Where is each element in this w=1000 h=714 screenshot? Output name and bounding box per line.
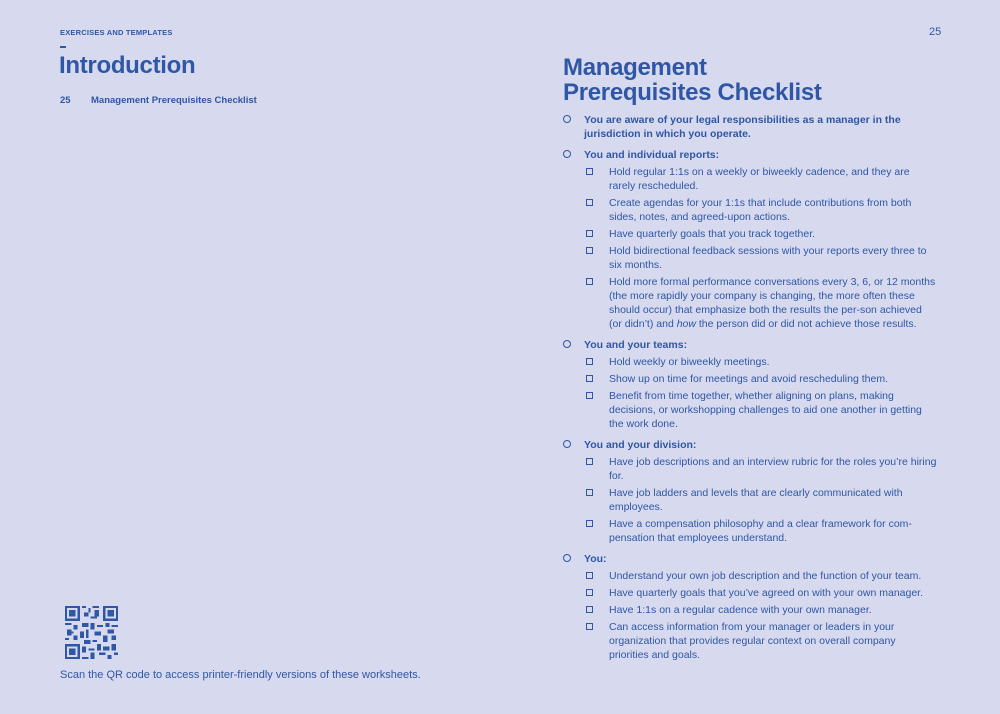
checklist-group-you	[563, 552, 937, 662]
item-text: Have quarterly goals that you track together.	[609, 228, 816, 240]
item-text: Have 1:1s on a regular cadence with your own manager.	[609, 604, 872, 616]
checklist-item	[584, 389, 937, 431]
item-text: Have a compensation philosophy and a clear framework for com-pensation that employees understand.	[609, 518, 912, 544]
checklist-item	[584, 244, 937, 272]
item-text: Have job ladders and levels that are clearly communicated with employees.	[609, 487, 903, 513]
checklist-item	[584, 227, 937, 241]
item-text: Hold regular 1:1s on a weekly or biweekly cadence, and they are rarely rescheduled.	[609, 166, 910, 192]
item-text-part: Hold more formal performance conversations every 3, 6, or 12 months (the more rapidly your company is changing, the more often these should occur) that emphasize both the results the per-son achieved (or didn’t) and	[609, 276, 936, 330]
checklist-group-teams	[563, 338, 937, 431]
checkbox-icon[interactable]	[586, 168, 593, 175]
checklist-title-line-1: Management	[563, 54, 707, 81]
checklist-item	[584, 486, 937, 514]
group-heading: You are aware of your legal responsibilities as a manager in the jurisdiction in which you operate.	[584, 114, 901, 140]
checklist-group-division	[563, 438, 937, 545]
item-text: Understand your own job description and the function of your team.	[609, 570, 922, 582]
title-dash	[60, 46, 66, 48]
checklist-item	[584, 586, 937, 600]
item-text	[609, 276, 935, 330]
checkbox-icon[interactable]	[586, 520, 593, 527]
item-text: Create agendas for your 1:1s that include contributions from both sides, notes, and agreed-upon actions.	[609, 197, 912, 223]
item-text: Have job descriptions and an interview rubric for the roles you’re hiring for.	[609, 456, 937, 482]
item-text: Hold weekly or biweekly meetings.	[609, 356, 770, 368]
page-title: Introduction	[59, 52, 196, 79]
checklist-item	[584, 372, 937, 386]
checkbox-icon[interactable]	[586, 572, 593, 579]
checkbox-icon[interactable]	[586, 606, 593, 613]
checkbox-icon[interactable]	[586, 247, 593, 254]
item-text: Hold bidirectional feedback sessions with your reports every three to six months.	[609, 245, 927, 271]
item-text-emphasis: how	[676, 318, 696, 330]
table-of-contents	[60, 95, 257, 106]
toc-link-management-checklist[interactable]: Management Prerequisites Checklist	[91, 95, 257, 106]
checklist-group-individual-reports	[563, 148, 937, 331]
radio-circle-icon[interactable]	[563, 340, 571, 348]
checklist-item	[584, 455, 937, 483]
page-number: 25	[929, 26, 942, 38]
section-label: EXERCISES AND TEMPLATES	[60, 28, 173, 37]
checkbox-icon[interactable]	[586, 375, 593, 382]
item-text-part: the person did or did not achieve those results.	[695, 318, 917, 330]
group-heading: You:	[584, 553, 607, 565]
checklist-item	[584, 620, 937, 662]
radio-circle-icon[interactable]	[563, 440, 571, 448]
checkbox-icon[interactable]	[586, 489, 593, 496]
qr-code-icon[interactable]	[65, 606, 118, 659]
radio-circle-icon[interactable]	[563, 554, 571, 562]
item-text: Show up on time for meetings and avoid rescheduling them.	[609, 373, 888, 385]
checklist-title-line-2: Prerequisites Checklist	[563, 79, 822, 106]
checklist-group-legal	[563, 113, 937, 141]
checklist-item	[584, 569, 937, 583]
checkbox-icon[interactable]	[586, 358, 593, 365]
item-text: Can access information from your manager or leaders in your organization that provides regular context on overall company priorities and goals.	[609, 621, 896, 661]
checkbox-icon[interactable]	[586, 278, 593, 285]
group-heading: You and your division:	[584, 439, 697, 451]
item-text: Benefit from time together, whether aligning on plans, making decisions, or workshopping challenges to aid one another in getting the work done.	[609, 390, 922, 430]
item-text: Have quarterly goals that you’ve agreed on with your own manager.	[609, 587, 924, 599]
checklist-title	[563, 55, 863, 105]
checkbox-icon[interactable]	[586, 392, 593, 399]
group-heading: You and individual reports:	[584, 149, 720, 161]
checklist-item	[584, 603, 937, 617]
checklist-item	[584, 355, 937, 369]
checklist-item	[584, 196, 937, 224]
checklist-item	[584, 165, 937, 193]
qr-caption: Scan the QR code to access printer-friendly versions of these worksheets.	[60, 669, 421, 681]
checkbox-icon[interactable]	[586, 623, 593, 630]
group-heading: You and your teams:	[584, 339, 688, 351]
toc-page-number: 25	[60, 95, 71, 106]
right-page	[500, 0, 1000, 714]
checkbox-icon[interactable]	[586, 199, 593, 206]
checklist-item-performance	[584, 275, 937, 331]
radio-circle-icon[interactable]	[563, 115, 571, 123]
radio-circle-icon[interactable]	[563, 150, 571, 158]
checkbox-icon[interactable]	[586, 230, 593, 237]
checklist-item	[584, 517, 937, 545]
checklist	[563, 113, 937, 669]
checkbox-icon[interactable]	[586, 589, 593, 596]
checkbox-icon[interactable]	[586, 458, 593, 465]
